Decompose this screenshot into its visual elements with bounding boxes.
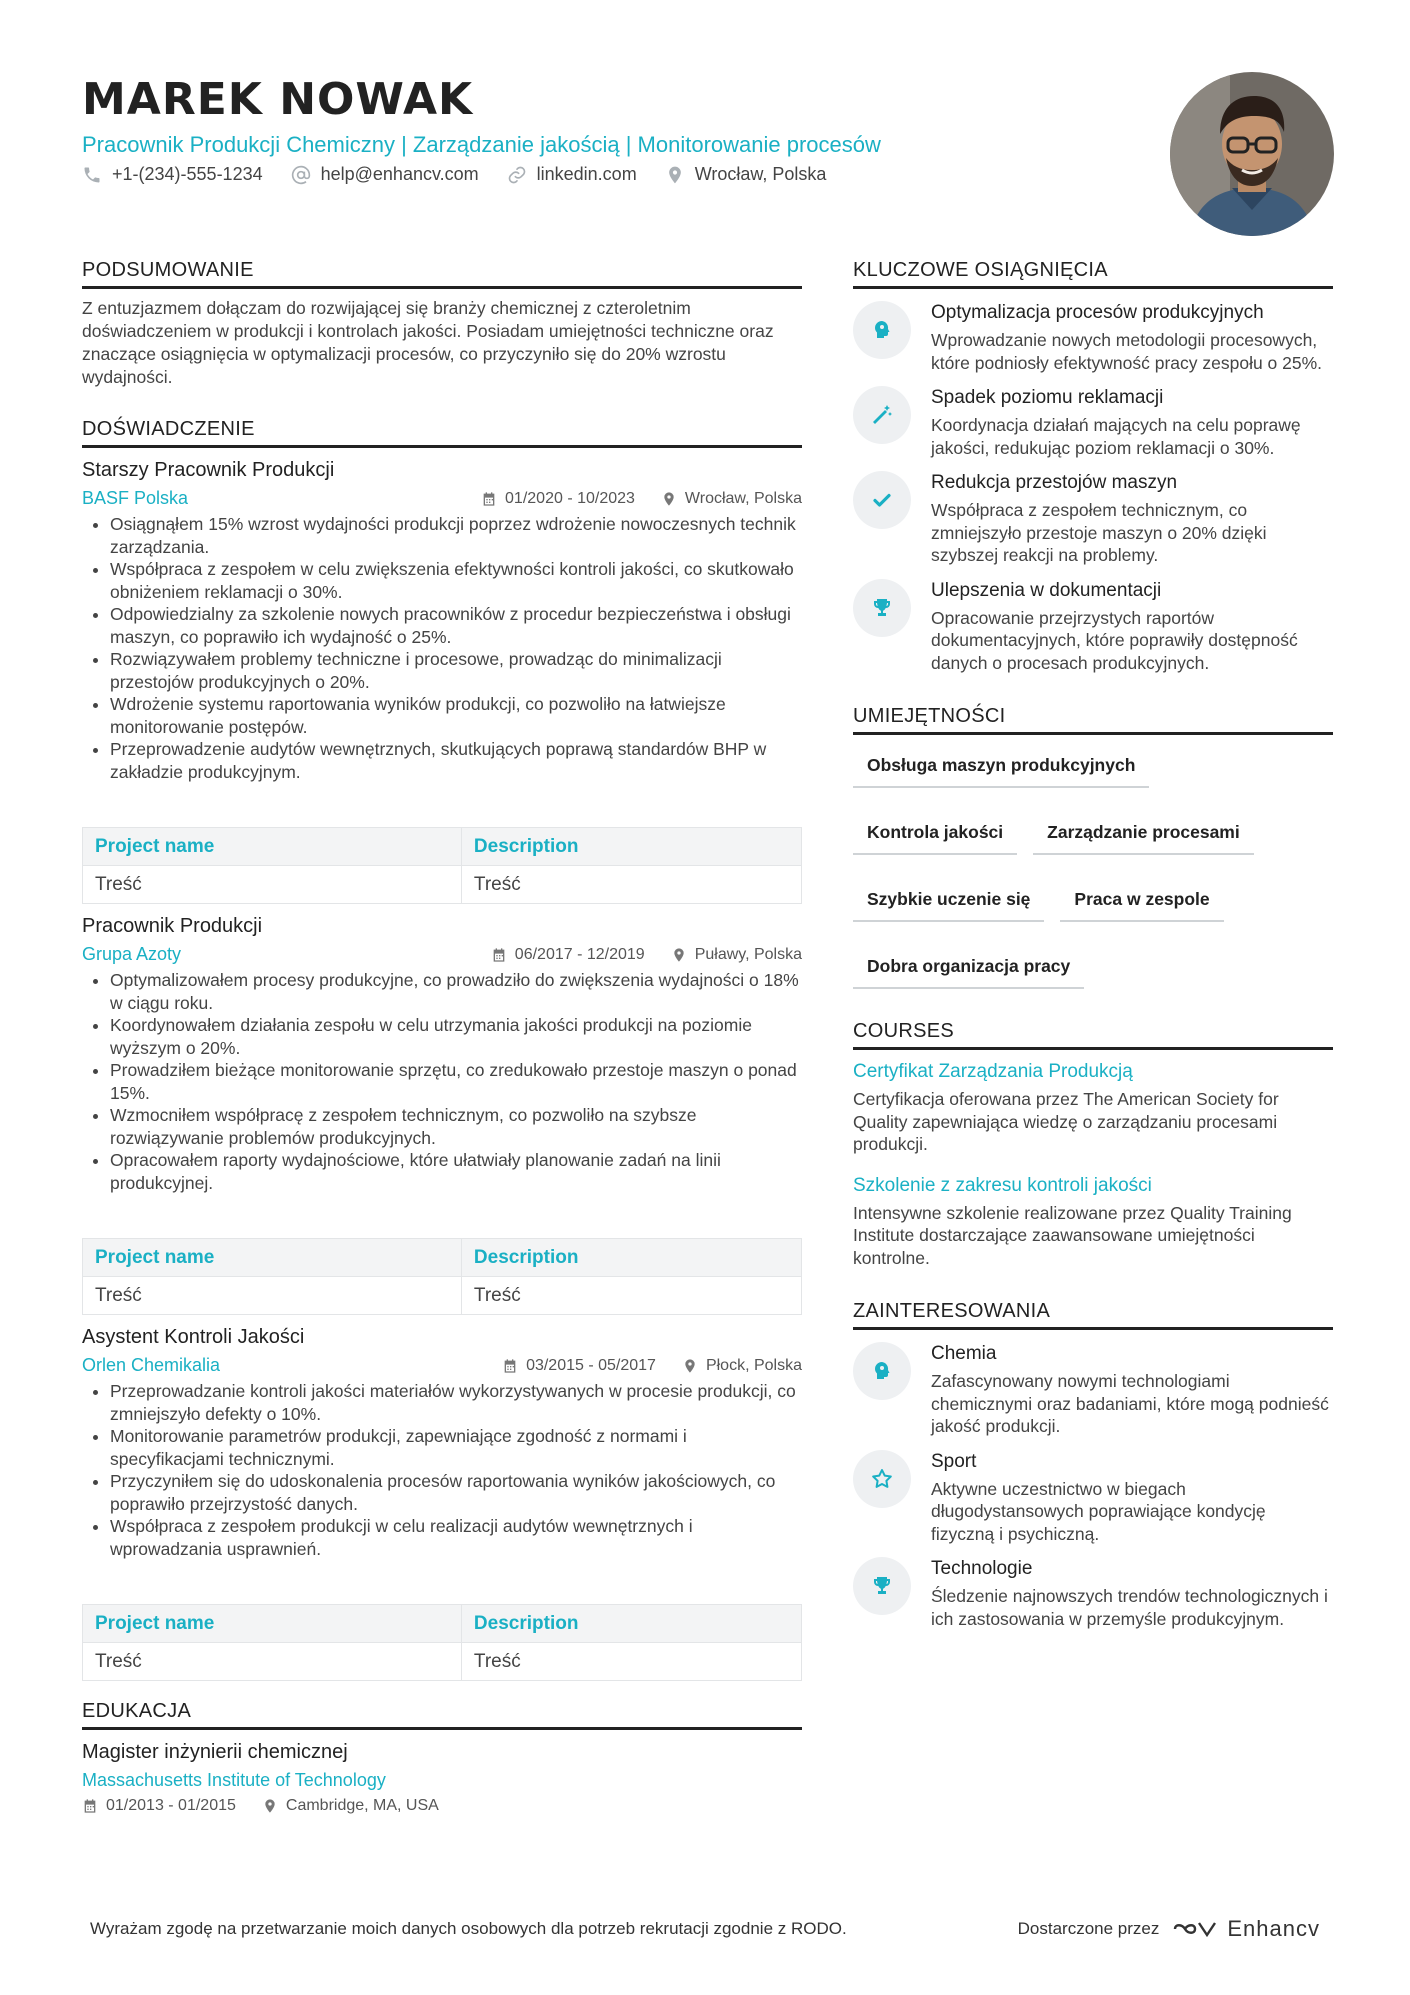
achievement-desc: Współpraca z zespołem technicznym, co zmniejszyło przestoje maszyn o 20% dzięki szybszej reakcji na problemy. (931, 500, 1267, 565)
experience-section (82, 417, 802, 1681)
magic-wand-icon (870, 403, 894, 427)
list-item: • Monitorowanie parametrów produkcji, zapewniające zgodność z normami i specyfikacjami technicznymi. (110, 1425, 802, 1470)
job-location: Wrocław, Polska (661, 490, 802, 508)
contact-email[interactable] (291, 164, 479, 185)
interest-item (853, 1342, 1333, 1438)
contact-bar (82, 164, 1162, 185)
check-icon (870, 488, 894, 512)
achievement-title: Redukcja przestojów maszyn (931, 472, 1178, 493)
contact-linkedin[interactable] (507, 164, 637, 185)
company-name: Orlen Chemikalia (82, 1355, 221, 1375)
job-bullets (82, 1380, 802, 1560)
email-text: help@enhancv.com (320, 164, 479, 184)
phone-icon (82, 165, 102, 185)
skill-tag: Szybkie uczenie się (853, 883, 1044, 922)
course-desc: Certyfikacja oferowana przez The American Society for Quality zapewniająca wiedzę o zarządzaniu procesami produkcji. (853, 1089, 1279, 1154)
brain-icon (870, 318, 894, 342)
linkedin-text: linkedin.com (536, 164, 637, 184)
achievement-desc: Wprowadzanie nowych metodologii procesowych, które podniosły efektywność pracy zespołu o 25%. (931, 330, 1323, 373)
list-item: • Przyczyniłem się do udoskonalenia procesów raportowania wyników jakościowych, co poprawiło przejrzystość danych. (110, 1470, 802, 1515)
achievement-title: Spadek poziomu reklamacji (931, 387, 1164, 408)
list-item: • Wzmocniłem współpracę z zespołem technicznym, co pozwoliło na szybsze rozwiązywanie problemów produkcyjnych. (110, 1104, 802, 1149)
calendar-icon (502, 1358, 518, 1374)
achievement-item (853, 386, 1333, 459)
school-name: Massachusetts Institute of Technology (82, 1770, 386, 1790)
section-title-summary: PODSUMOWANIE (82, 258, 802, 289)
list-item: • Rozwiązywałem problemy techniczne i procesowe, prowadząc do minimalizacji przestojów produkcyjnych o 20%. (110, 648, 802, 693)
skill-tag: Zarządzanie procesami (1033, 816, 1254, 855)
skill-tag: Dobra organizacja pracy (853, 950, 1084, 989)
education-location: Cambridge, MA, USA (262, 1797, 439, 1815)
achievement-desc: Opracowanie przejrzystych raportów dokumentacyjnych, które poprawiły dostępność danych o procesach produkcyjnych. (931, 607, 1298, 673)
location-pin-icon (671, 947, 687, 963)
contact-phone[interactable] (82, 164, 263, 185)
company-name: BASF Polska (82, 488, 189, 508)
achievement-desc: Koordynacja działań mających na celu poprawę jakości, redukując poziom reklamacji o 30%. (931, 415, 1301, 458)
course-desc: Intensywne szkolenie realizowane przez Quality Training Institute dostarczające zaawansowane umiejętności kontrolne. (853, 1202, 1292, 1268)
location-pin-icon (262, 1798, 278, 1814)
brand-credit[interactable] (1018, 1916, 1320, 1942)
powered-by-label: Dostarczone przez (1017, 1919, 1160, 1938)
avatar (1170, 72, 1334, 236)
achievements-section (853, 258, 1333, 674)
interest-item (853, 1450, 1333, 1546)
right-column (853, 258, 1333, 1658)
interest-title: Technologie (931, 1558, 1033, 1579)
achievement-title: Optymalizacja procesów produkcyjnych (931, 302, 1264, 323)
job-title: Asystent Kontroli Jakości (82, 1326, 305, 1348)
brand-name: Enhancv (1227, 1916, 1320, 1941)
interest-item (853, 1557, 1333, 1630)
education-dates: 01/2013 - 01/2015 (82, 1797, 236, 1815)
list-item: • Prowadziłem bieżące monitorowanie sprzętu, co zredukowało przestoje maszyn o ponad 15%. (110, 1059, 802, 1104)
degree-title: Magister inżynierii chemicznej (82, 1741, 348, 1763)
location-pin-icon (665, 165, 685, 185)
summary-section (82, 258, 802, 389)
interest-desc: Aktywne uczestnictwo w biegach długodystansowych poprawiające kondycję fizyczną i psychiczną. (931, 1478, 1266, 1544)
phone-text: +1-(234)-555-1234 (112, 164, 263, 184)
job-bullets (82, 513, 802, 783)
course-title: Certyfikat Zarządzania Produkcją (853, 1061, 1133, 1082)
calendar-icon (481, 491, 497, 507)
summary-text: Z entuzjazmem dołączam do rozwijającej się branży chemicznej z czteroletnim doświadczeniem w produkcji i kontrolach jakości. Posiadam umiejętności techniczne oraz znaczące osiągnięcia w optymalizacji procesów, co przyczyniło się do 20% wzrostu wydajności. (82, 298, 774, 387)
job-bullets (82, 969, 802, 1194)
resume-header (82, 72, 1162, 185)
location-text: Wrocław, Polska (694, 164, 827, 184)
list-item: • Przeprowadzanie kontroli jakości materiałów wykorzystywanych w procesie produkcji, co zmniejszyło defekty o 10%. (110, 1380, 802, 1425)
brain-icon (870, 1359, 894, 1383)
table-row: Project name Description (83, 828, 802, 866)
job-location: Płock, Polska (682, 1357, 802, 1375)
calendar-icon (491, 947, 507, 963)
trophy-icon (870, 1574, 894, 1598)
enhancv-logo-icon (1169, 1917, 1217, 1941)
list-item: • Odpowiedzialny za szkolenie nowych pracowników z procedur bezpieczeństwa i obsługi maszyn, co poprawiło ich wydajność o 25%. (110, 603, 802, 648)
job-location: Puławy, Polska (671, 946, 802, 964)
star-icon (870, 1467, 894, 1491)
interest-title: Chemia (931, 1343, 997, 1364)
candidate-name: MAREK NOWAK (82, 74, 474, 125)
section-title-skills: UMIEJĘTNOŚCI (853, 704, 1333, 735)
candidate-headline: Pracownik Produkcji Chemiczny | Zarządzanie jakością | Monitorowanie procesów (82, 132, 881, 157)
contact-location (665, 164, 827, 185)
section-title-experience: DOŚWIADCZENIE (82, 417, 802, 448)
location-pin-icon (661, 491, 677, 507)
skill-tag: Obsługa maszyn produkcyjnych (853, 749, 1149, 788)
location-pin-icon (682, 1358, 698, 1374)
table-row: Treść Treść (83, 1277, 802, 1315)
achievement-item (853, 579, 1333, 675)
skills-section (853, 704, 1333, 989)
achievement-title: Ulepszenia w dokumentacji (931, 579, 1162, 601)
left-column (82, 258, 802, 1843)
list-item: • Współpraca z zespołem w celu zwiększenia efektywności kontroli jakości, co skutkowało obniżeniem reklamacji o 30%. (110, 558, 802, 603)
table-row: Project name Description (83, 1239, 802, 1277)
table-row: Treść Treść (83, 866, 802, 904)
link-icon (507, 165, 527, 185)
list-item: • Koordynowałem działania zespołu w celu utrzymania jakości produkcji na poziomie wyższym o 20%. (110, 1014, 802, 1059)
job-entry (82, 1323, 802, 1681)
project-table (82, 827, 802, 904)
calendar-icon (82, 1798, 98, 1814)
interest-desc: Śledzenie najnowszych trendów technologicznych i ich zastosowania w przemyśle produkcyjnym. (931, 1586, 1328, 1629)
gdpr-consent: Wyrażam zgodę na przetwarzanie moich danych osobowych dla potrzeb rekrutacji zgodnie z RODO. (90, 1919, 847, 1938)
project-table (82, 1604, 802, 1681)
list-item: • Optymalizowałem procesy produkcyjne, co prowadziło do zwiększenia wydajności o 18% w ciągu roku. (110, 969, 802, 1014)
trophy-icon (870, 596, 894, 620)
section-title-achievements: KLUCZOWE OSIĄGNIĘCIA (853, 258, 1333, 289)
skill-tag: Kontrola jakości (853, 816, 1017, 855)
education-section (82, 1699, 802, 1815)
list-item: • Przeprowadzenie audytów wewnętrznych, skutkujących poprawą standardów BHP w zakładzie produkcyjnym. (110, 738, 802, 783)
at-icon (291, 165, 311, 185)
list-item: • Wdrożenie systemu raportowania wyników produkcji, co pozwoliło na łatwiejsze monitorowanie postępów. (110, 693, 802, 738)
page-footer (90, 1916, 1320, 1942)
job-dates: 03/2015 - 05/2017 (502, 1357, 656, 1375)
section-title-education: EDUKACJA (82, 1699, 802, 1730)
table-row: Treść Treść (83, 1643, 802, 1681)
job-entry (82, 912, 802, 1315)
company-name: Grupa Azoty (82, 944, 182, 964)
section-title-courses: COURSES (853, 1019, 1333, 1050)
interest-desc: Zafascynowany nowymi technologiami chemicznymi oraz badaniami, które mogą podnieść jakość produkcji. (931, 1371, 1329, 1436)
list-item: • Osiągnąłem 15% wzrost wydajności produkcji poprzez wdrożenie nowoczesnych technik zarządzania. (110, 513, 802, 558)
list-item: • Współpraca z zespołem produkcji w celu realizacji audytów wewnętrznych i wprowadzania usprawnień. (110, 1515, 802, 1560)
job-title: Pracownik Produkcji (82, 915, 263, 937)
job-dates: 06/2017 - 12/2019 (491, 946, 645, 964)
job-title: Starszy Pracownik Produkcji (82, 459, 335, 481)
skill-tag: Praca w zespole (1060, 883, 1223, 922)
table-row: Project name Description (83, 1605, 802, 1643)
course-title: Szkolenie z zakresu kontroli jakości (853, 1174, 1152, 1196)
courses-section (853, 1019, 1333, 1269)
achievement-item (853, 471, 1333, 567)
interest-title: Sport (931, 1450, 977, 1472)
achievement-item (853, 301, 1333, 374)
job-entry (82, 456, 802, 904)
project-table (82, 1238, 802, 1315)
list-item: • Opracowałem raporty wydajnościowe, które ułatwiały planowanie zadań na linii produkcyjnej. (110, 1149, 802, 1194)
section-title-interests: ZAINTERESOWANIA (853, 1299, 1333, 1330)
interests-section (853, 1299, 1333, 1630)
job-dates: 01/2020 - 10/2023 (481, 490, 635, 508)
